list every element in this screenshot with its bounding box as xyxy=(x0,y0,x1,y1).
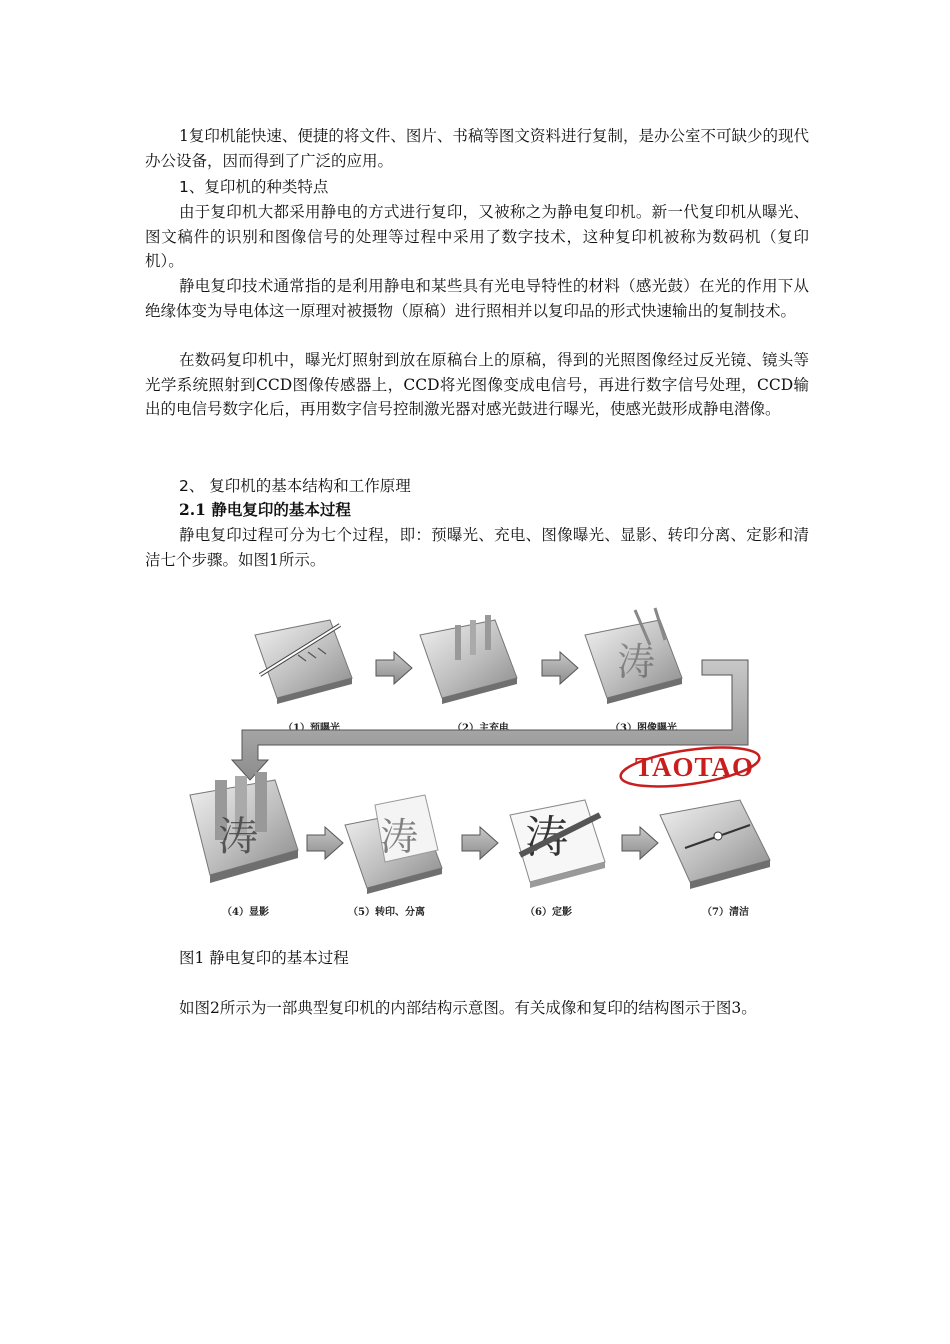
paragraph-digital: 在数码复印机中，曝光灯照射到放在原稿台上的原稿，得到的光照图像经过反光镜、镜头等光学系统照射到CCD图像传感器上，CCD将光图像变成电信号，再进行数字信号处理，CCD输出的电信号数字化后，再用数字信号控制激光器对感光鼓进行曝光，使感光鼓形成静电潜像。 xyxy=(145,351,809,418)
step-1-plate xyxy=(255,620,352,704)
paragraph-definition: 静电复印技术通常指的是利用静电和某些具有光电导特性的材料（感光鼓）在光的作用下从绝缘体变为导电体这一原理对被摄物（原稿）进行照相并以复印品的形式快速输出的复制技术。 xyxy=(145,277,809,320)
svg-text:（6）定影: （6）定影 xyxy=(525,907,572,918)
step-7-label xyxy=(702,905,749,918)
arrow-4-5 xyxy=(307,827,343,859)
arrow-5-6 xyxy=(462,827,498,859)
svg-text:（5）转印、分离: （5）转印、分离 xyxy=(348,907,425,918)
step-3-plate xyxy=(585,608,682,704)
step-6-plate xyxy=(510,800,605,888)
figure-process-diagram xyxy=(180,600,780,930)
figure-caption: 图1 静电复印的基本过程 xyxy=(179,949,349,967)
step-5-plate xyxy=(345,795,442,894)
paragraph-intro: 1复印机能快速、便捷的将文件、图片、书稿等图文资料进行复制，是办公室不可缺少的现代办公设备，因而得到了广泛的应用。 xyxy=(145,127,809,170)
arrow-2-3 xyxy=(542,652,578,684)
step-6-label xyxy=(525,905,572,918)
paragraph-types: 由于复印机大都采用静电的方式进行复印，又被称之为静电复印机。新一代复印机从曝光、图文稿件的识别和图像信号的处理等过程中采用了数字技术，这种复印机被称为数码机（复印机）。 xyxy=(145,203,809,270)
watermark-logo xyxy=(618,740,761,793)
paragraph-closing: 如图2所示为一部典型复印机的内部结构示意图。有关成像和复印的结构图示于图3。 xyxy=(179,999,757,1017)
step-2-plate xyxy=(420,615,517,704)
svg-text:（2）主充电: （2）主充电 xyxy=(452,723,509,734)
arrow-6-7 xyxy=(622,827,658,859)
step-4-plate xyxy=(190,772,298,883)
heading-structure: 2、 复印机的基本结构和工作原理 xyxy=(179,477,411,495)
arrow-1-2 xyxy=(376,652,412,684)
svg-text:涛: 涛 xyxy=(525,812,569,863)
heading-basic-process: 2.1 静电复印的基本过程 xyxy=(179,500,351,519)
svg-text:（3）图像曝光: （3）图像曝光 xyxy=(610,723,677,734)
paragraph-process: 静电复印过程可分为七个过程，即：预曝光、充电、图像曝光、显影、转印分离、定影和清洁七个步骤。如图1所示。 xyxy=(145,526,809,569)
svg-text:TAOTAO: TAOTAO xyxy=(635,752,755,782)
svg-text:涛: 涛 xyxy=(380,815,419,859)
step-7-plate xyxy=(660,800,770,889)
heading-types: 1、复印机的种类特点 xyxy=(179,178,329,196)
svg-text:（7）清洁: （7）清洁 xyxy=(702,907,749,918)
step-4-label xyxy=(222,905,269,918)
step-5-label xyxy=(348,905,425,918)
svg-text:（4）显影: （4）显影 xyxy=(222,907,269,918)
char-glyph-icon: 涛 xyxy=(617,640,656,684)
svg-text:（1）预曝光: （1）预曝光 xyxy=(283,723,340,734)
svg-text:涛: 涛 xyxy=(218,814,258,860)
